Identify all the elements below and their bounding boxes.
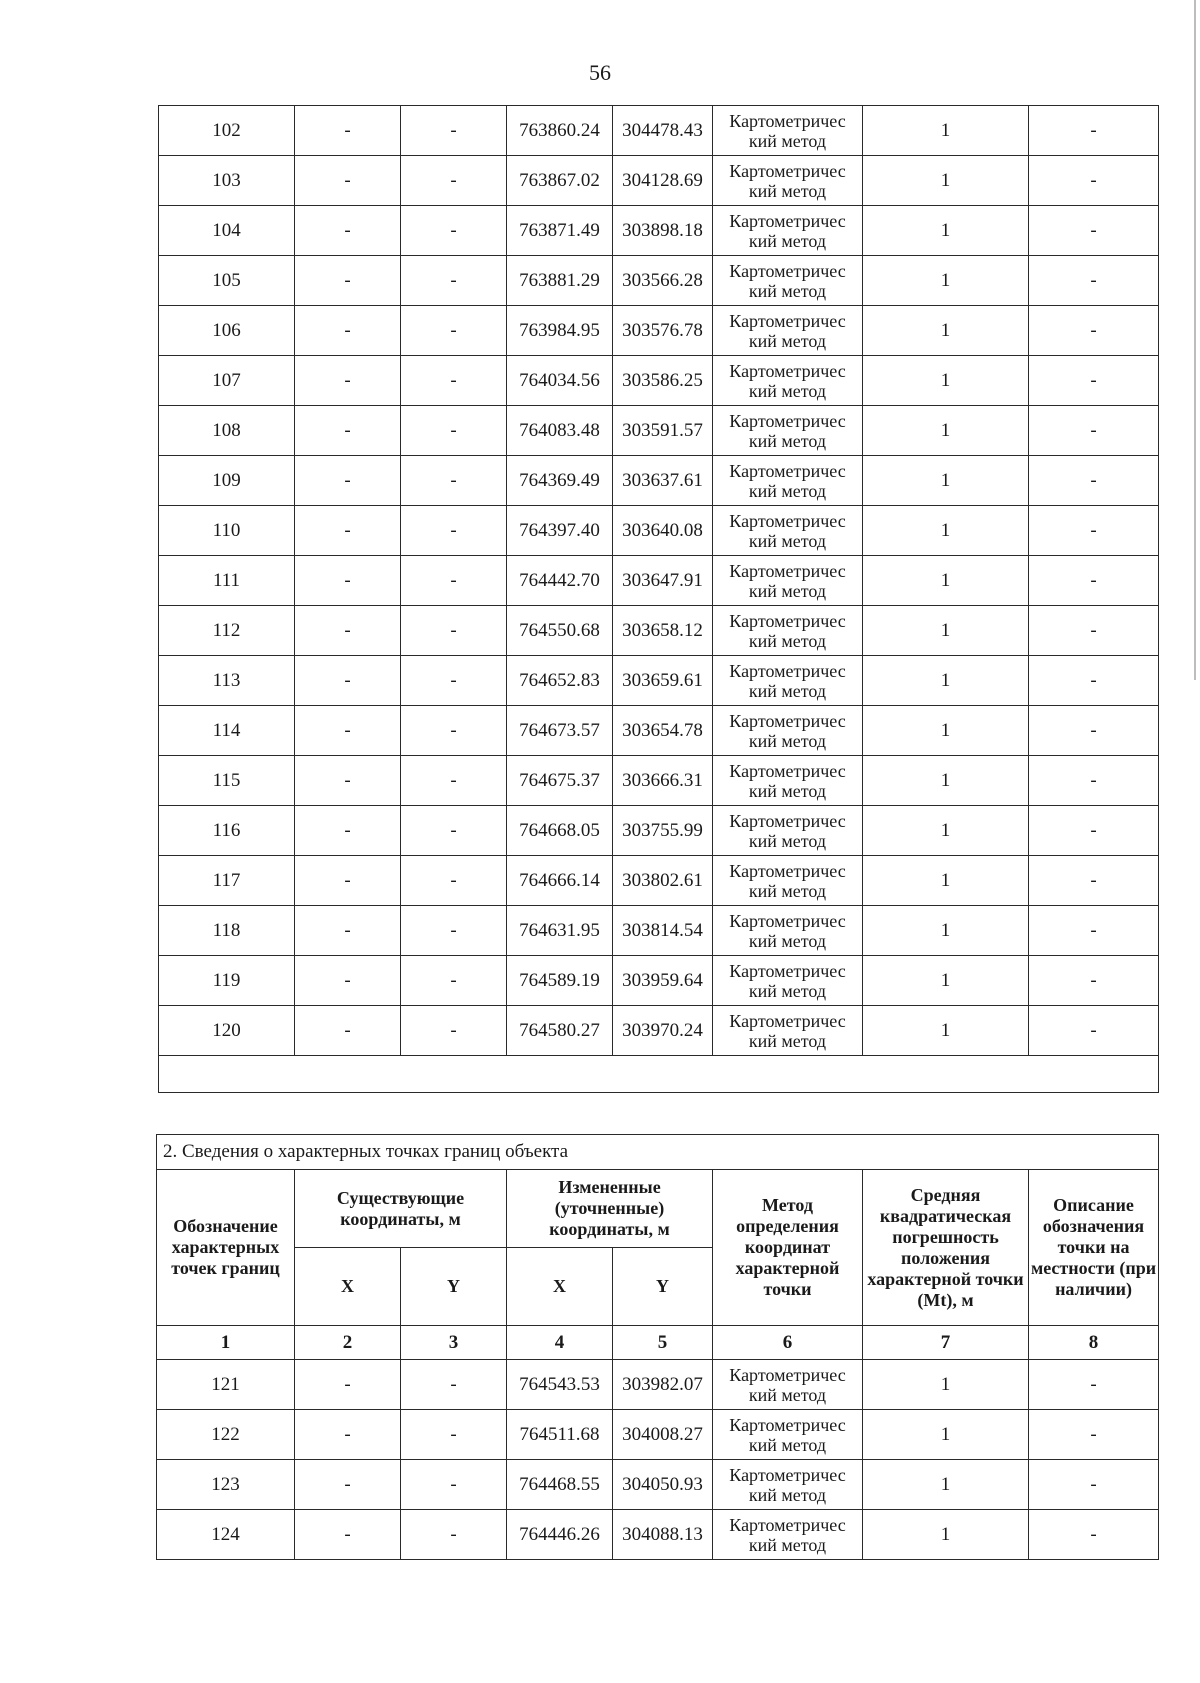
existing-y: - — [401, 806, 507, 856]
header-mt: Средняя квадратическая погрешность положения характерной точки (Mt), м — [863, 1170, 1029, 1326]
method-line-2: кий метод — [748, 880, 827, 901]
point-id: 117 — [159, 856, 295, 906]
column-number: 5 — [613, 1326, 713, 1360]
mt-value: 1 — [863, 906, 1029, 956]
method-line-1: Картометричес — [729, 1414, 846, 1435]
scan-edge-line — [1194, 0, 1196, 680]
column-number: 3 — [401, 1326, 507, 1360]
method-line-1: Картометричес — [729, 1514, 846, 1535]
description: - — [1029, 106, 1159, 156]
point-id: 121 — [157, 1360, 295, 1410]
table-row — [159, 906, 1159, 956]
method-cell — [713, 206, 863, 256]
table-row — [159, 106, 1159, 156]
mt-value: 1 — [863, 856, 1029, 906]
description: - — [1029, 506, 1159, 556]
changed-y: 303666.31 — [613, 756, 713, 806]
point-id: 109 — [159, 456, 295, 506]
description: - — [1029, 1510, 1159, 1560]
method-line-1: Картометричес — [729, 610, 846, 631]
changed-y: 303566.28 — [613, 256, 713, 306]
existing-x: - — [295, 456, 401, 506]
table-row — [157, 1360, 1159, 1410]
description: - — [1029, 1460, 1159, 1510]
changed-y: 303586.25 — [613, 356, 713, 406]
changed-y: 303591.57 — [613, 406, 713, 456]
changed-y: 303659.61 — [613, 656, 713, 706]
changed-x: 763881.29 — [507, 256, 613, 306]
section-title-row — [157, 1135, 1159, 1170]
description: - — [1029, 206, 1159, 256]
table-row — [159, 156, 1159, 206]
method-line-1: Картометричес — [729, 1464, 846, 1485]
existing-x: - — [295, 256, 401, 306]
point-id: 113 — [159, 656, 295, 706]
method-line-1: Картометричес — [729, 660, 846, 681]
method-cell — [713, 306, 863, 356]
header-changed-x: X — [507, 1248, 613, 1326]
mt-value: 1 — [863, 406, 1029, 456]
table-row — [159, 856, 1159, 906]
existing-x: - — [295, 906, 401, 956]
existing-x: - — [295, 806, 401, 856]
method-line-2: кий метод — [748, 730, 827, 751]
method-cell — [713, 256, 863, 306]
table-row — [159, 606, 1159, 656]
mt-value: 1 — [863, 356, 1029, 406]
mt-value: 1 — [863, 606, 1029, 656]
method-line-2: кий метод — [748, 830, 827, 851]
table-row — [159, 256, 1159, 306]
changed-x: 764666.14 — [507, 856, 613, 906]
changed-x: 764652.83 — [507, 656, 613, 706]
changed-x: 764511.68 — [507, 1410, 613, 1460]
description: - — [1029, 406, 1159, 456]
method-line-2: кий метод — [748, 480, 827, 501]
existing-y: - — [401, 506, 507, 556]
table-row — [159, 756, 1159, 806]
table1-empty-row — [159, 1056, 1159, 1093]
changed-y: 303755.99 — [613, 806, 713, 856]
changed-y: 303658.12 — [613, 606, 713, 656]
header-changed-coords: Измененные (уточненные) координаты, м — [507, 1170, 713, 1248]
column-number: 1 — [157, 1326, 295, 1360]
existing-x: - — [295, 856, 401, 906]
mt-value: 1 — [863, 206, 1029, 256]
existing-y: - — [401, 1510, 507, 1560]
method-line-1: Картометричес — [729, 360, 846, 381]
table-row — [159, 806, 1159, 856]
mt-value: 1 — [863, 756, 1029, 806]
section-title: 2. Сведения о характерных точках границ объекта — [157, 1135, 1159, 1170]
existing-x: - — [295, 206, 401, 256]
changed-x: 764442.70 — [507, 556, 613, 606]
method-line-2: кий метод — [748, 280, 827, 301]
existing-y: - — [401, 956, 507, 1006]
mt-value: 1 — [863, 106, 1029, 156]
changed-y: 303970.24 — [613, 1006, 713, 1056]
empty-cell — [159, 1056, 1159, 1093]
changed-x: 764468.55 — [507, 1460, 613, 1510]
description: - — [1029, 806, 1159, 856]
existing-x: - — [295, 706, 401, 756]
header-method: Метод определения координат характерной точки — [713, 1170, 863, 1326]
changed-x: 764589.19 — [507, 956, 613, 1006]
existing-x: - — [295, 1006, 401, 1056]
existing-y: - — [401, 1410, 507, 1460]
mt-value: 1 — [863, 1360, 1029, 1410]
method-cell — [713, 1510, 863, 1560]
changed-x: 764083.48 — [507, 406, 613, 456]
existing-y: - — [401, 406, 507, 456]
changed-y: 303576.78 — [613, 306, 713, 356]
description: - — [1029, 1410, 1159, 1460]
description: - — [1029, 606, 1159, 656]
mt-value: 1 — [863, 1460, 1029, 1510]
existing-x: - — [295, 606, 401, 656]
method-cell — [713, 156, 863, 206]
description: - — [1029, 756, 1159, 806]
method-line-1: Картометричес — [729, 860, 846, 881]
existing-x: - — [295, 356, 401, 406]
table-row — [157, 1460, 1159, 1510]
changed-y: 303959.64 — [613, 956, 713, 1006]
existing-y: - — [401, 356, 507, 406]
existing-y: - — [401, 906, 507, 956]
method-cell — [713, 856, 863, 906]
description: - — [1029, 556, 1159, 606]
header-changed-y: Y — [613, 1248, 713, 1326]
existing-x: - — [295, 156, 401, 206]
existing-y: - — [401, 456, 507, 506]
point-id: 114 — [159, 706, 295, 756]
method-line-1: Картометричес — [729, 110, 846, 131]
existing-x: - — [295, 756, 401, 806]
changed-x: 764673.57 — [507, 706, 613, 756]
mt-value: 1 — [863, 956, 1029, 1006]
header-existing-x: X — [295, 1248, 401, 1326]
description: - — [1029, 856, 1159, 906]
existing-x: - — [295, 506, 401, 556]
method-line-2: кий метод — [748, 1534, 827, 1555]
method-line-2: кий метод — [748, 430, 827, 451]
existing-y: - — [401, 306, 507, 356]
method-line-1: Картометричес — [729, 260, 846, 281]
existing-y: - — [401, 206, 507, 256]
method-line-1: Картометричес — [729, 510, 846, 531]
changed-x: 764675.37 — [507, 756, 613, 806]
changed-x: 764631.95 — [507, 906, 613, 956]
mt-value: 1 — [863, 556, 1029, 606]
changed-x: 763860.24 — [507, 106, 613, 156]
changed-x: 764397.40 — [507, 506, 613, 556]
method-cell — [713, 756, 863, 806]
mt-value: 1 — [863, 706, 1029, 756]
changed-x: 763867.02 — [507, 156, 613, 206]
mt-value: 1 — [863, 256, 1029, 306]
existing-y: - — [401, 656, 507, 706]
mt-value: 1 — [863, 1006, 1029, 1056]
mt-value: 1 — [863, 656, 1029, 706]
method-line-2: кий метод — [748, 130, 827, 151]
table-row — [157, 1510, 1159, 1560]
method-cell — [713, 406, 863, 456]
point-id: 116 — [159, 806, 295, 856]
changed-y: 303982.07 — [613, 1360, 713, 1410]
method-line-1: Картометричес — [729, 810, 846, 831]
method-line-1: Картометричес — [729, 910, 846, 931]
existing-y: - — [401, 756, 507, 806]
method-line-2: кий метод — [748, 330, 827, 351]
mt-value: 1 — [863, 156, 1029, 206]
existing-y: - — [401, 1360, 507, 1410]
existing-x: - — [295, 106, 401, 156]
page-number: 56 — [589, 60, 611, 85]
changed-x: 764446.26 — [507, 1510, 613, 1560]
existing-y: - — [401, 606, 507, 656]
point-id: 111 — [159, 556, 295, 606]
point-id: 104 — [159, 206, 295, 256]
method-line-1: Картометричес — [729, 960, 846, 981]
method-cell — [713, 556, 863, 606]
point-id: 119 — [159, 956, 295, 1006]
existing-y: - — [401, 706, 507, 756]
method-line-1: Картометричес — [729, 710, 846, 731]
method-line-2: кий метод — [748, 1434, 827, 1455]
method-cell — [713, 606, 863, 656]
column-numbers-row — [157, 1326, 1159, 1360]
table-row — [159, 706, 1159, 756]
method-cell — [713, 506, 863, 556]
changed-y: 304008.27 — [613, 1410, 713, 1460]
changed-y: 303640.08 — [613, 506, 713, 556]
description: - — [1029, 256, 1159, 306]
method-cell — [713, 906, 863, 956]
column-number: 2 — [295, 1326, 401, 1360]
changed-x: 764668.05 — [507, 806, 613, 856]
changed-x: 763984.95 — [507, 306, 613, 356]
point-id: 103 — [159, 156, 295, 206]
description: - — [1029, 906, 1159, 956]
point-id: 123 — [157, 1460, 295, 1510]
table-row — [159, 656, 1159, 706]
mt-value: 1 — [863, 306, 1029, 356]
mt-value: 1 — [863, 1510, 1029, 1560]
method-cell — [713, 806, 863, 856]
description: - — [1029, 1360, 1159, 1410]
method-line-2: кий метод — [748, 630, 827, 651]
table-row — [159, 556, 1159, 606]
changed-y: 304128.69 — [613, 156, 713, 206]
column-number: 7 — [863, 1326, 1029, 1360]
description: - — [1029, 156, 1159, 206]
existing-x: - — [295, 956, 401, 1006]
table-row — [159, 306, 1159, 356]
point-id: 122 — [157, 1410, 295, 1460]
changed-x: 764580.27 — [507, 1006, 613, 1056]
existing-x: - — [295, 1410, 401, 1460]
existing-y: - — [401, 856, 507, 906]
boundary-points-table — [156, 1134, 1159, 1560]
point-id: 106 — [159, 306, 295, 356]
method-cell — [713, 106, 863, 156]
point-id: 110 — [159, 506, 295, 556]
header-existing-y: Y — [401, 1248, 507, 1326]
existing-x: - — [295, 306, 401, 356]
description: - — [1029, 656, 1159, 706]
method-cell — [713, 1360, 863, 1410]
point-id: 115 — [159, 756, 295, 806]
existing-x: - — [295, 406, 401, 456]
method-cell — [713, 1410, 863, 1460]
existing-x: - — [295, 1460, 401, 1510]
description: - — [1029, 1006, 1159, 1056]
method-line-2: кий метод — [748, 380, 827, 401]
table2-body — [157, 1360, 1159, 1560]
existing-x: - — [295, 1510, 401, 1560]
table-row — [159, 456, 1159, 506]
existing-y: - — [401, 1460, 507, 1510]
table-row — [159, 1006, 1159, 1056]
changed-x: 764550.68 — [507, 606, 613, 656]
method-line-1: Картометричес — [729, 560, 846, 581]
existing-y: - — [401, 106, 507, 156]
point-id: 108 — [159, 406, 295, 456]
method-cell — [713, 1006, 863, 1056]
column-number: 4 — [507, 1326, 613, 1360]
description: - — [1029, 356, 1159, 406]
mt-value: 1 — [863, 456, 1029, 506]
existing-y: - — [401, 556, 507, 606]
method-line-1: Картометричес — [729, 1364, 846, 1385]
description: - — [1029, 956, 1159, 1006]
header-description: Описание обозначения точки на местности (при наличии) — [1029, 1170, 1159, 1326]
method-cell — [713, 656, 863, 706]
method-line-1: Картометричес — [729, 460, 846, 481]
description: - — [1029, 456, 1159, 506]
changed-y: 303814.54 — [613, 906, 713, 956]
mt-value: 1 — [863, 806, 1029, 856]
changed-y: 304478.43 — [613, 106, 713, 156]
method-line-2: кий метод — [748, 230, 827, 251]
existing-x: - — [295, 556, 401, 606]
existing-x: - — [295, 1360, 401, 1410]
table1-body — [159, 106, 1159, 1056]
method-cell — [713, 456, 863, 506]
method-line-1: Картометричес — [729, 1010, 846, 1031]
method-line-2: кий метод — [748, 530, 827, 551]
existing-y: - — [401, 156, 507, 206]
method-line-2: кий метод — [748, 680, 827, 701]
description: - — [1029, 706, 1159, 756]
method-line-2: кий метод — [748, 580, 827, 601]
boundary-points-table-continued — [158, 105, 1159, 1093]
mt-value: 1 — [863, 1410, 1029, 1460]
method-cell — [713, 956, 863, 1006]
method-line-2: кий метод — [748, 1384, 827, 1405]
point-id: 105 — [159, 256, 295, 306]
method-line-2: кий метод — [748, 980, 827, 1001]
table-row — [159, 206, 1159, 256]
table-row — [157, 1410, 1159, 1460]
mt-value: 1 — [863, 506, 1029, 556]
changed-y: 303637.61 — [613, 456, 713, 506]
method-line-2: кий метод — [748, 780, 827, 801]
changed-x: 764034.56 — [507, 356, 613, 406]
existing-y: - — [401, 256, 507, 306]
changed-y: 303654.78 — [613, 706, 713, 756]
header-existing-coords: Существующие координаты, м — [295, 1170, 507, 1248]
changed-y: 303802.61 — [613, 856, 713, 906]
table-row — [159, 406, 1159, 456]
changed-y: 303647.91 — [613, 556, 713, 606]
method-line-1: Картометричес — [729, 160, 846, 181]
method-line-1: Картометричес — [729, 210, 846, 231]
column-number: 8 — [1029, 1326, 1159, 1360]
point-id: 124 — [157, 1510, 295, 1560]
header-point-designation: Обозначение характерных точек границ — [157, 1170, 295, 1326]
method-line-2: кий метод — [748, 180, 827, 201]
changed-x: 763871.49 — [507, 206, 613, 256]
existing-y: - — [401, 1006, 507, 1056]
table-row — [159, 956, 1159, 1006]
description: - — [1029, 306, 1159, 356]
method-line-2: кий метод — [748, 1030, 827, 1051]
changed-y: 303898.18 — [613, 206, 713, 256]
existing-x: - — [295, 656, 401, 706]
changed-x: 764543.53 — [507, 1360, 613, 1410]
point-id: 118 — [159, 906, 295, 956]
point-id: 107 — [159, 356, 295, 406]
method-line-1: Картометричес — [729, 410, 846, 431]
changed-y: 304050.93 — [613, 1460, 713, 1510]
method-line-1: Картометричес — [729, 310, 846, 331]
method-cell — [713, 1460, 863, 1510]
method-line-2: кий метод — [748, 930, 827, 951]
point-id: 120 — [159, 1006, 295, 1056]
point-id: 102 — [159, 106, 295, 156]
method-cell — [713, 356, 863, 406]
method-line-1: Картометричес — [729, 760, 846, 781]
method-cell — [713, 706, 863, 756]
table-row — [159, 356, 1159, 406]
column-number: 6 — [713, 1326, 863, 1360]
point-id: 112 — [159, 606, 295, 656]
table-row — [159, 506, 1159, 556]
changed-y: 304088.13 — [613, 1510, 713, 1560]
method-line-2: кий метод — [748, 1484, 827, 1505]
changed-x: 764369.49 — [507, 456, 613, 506]
